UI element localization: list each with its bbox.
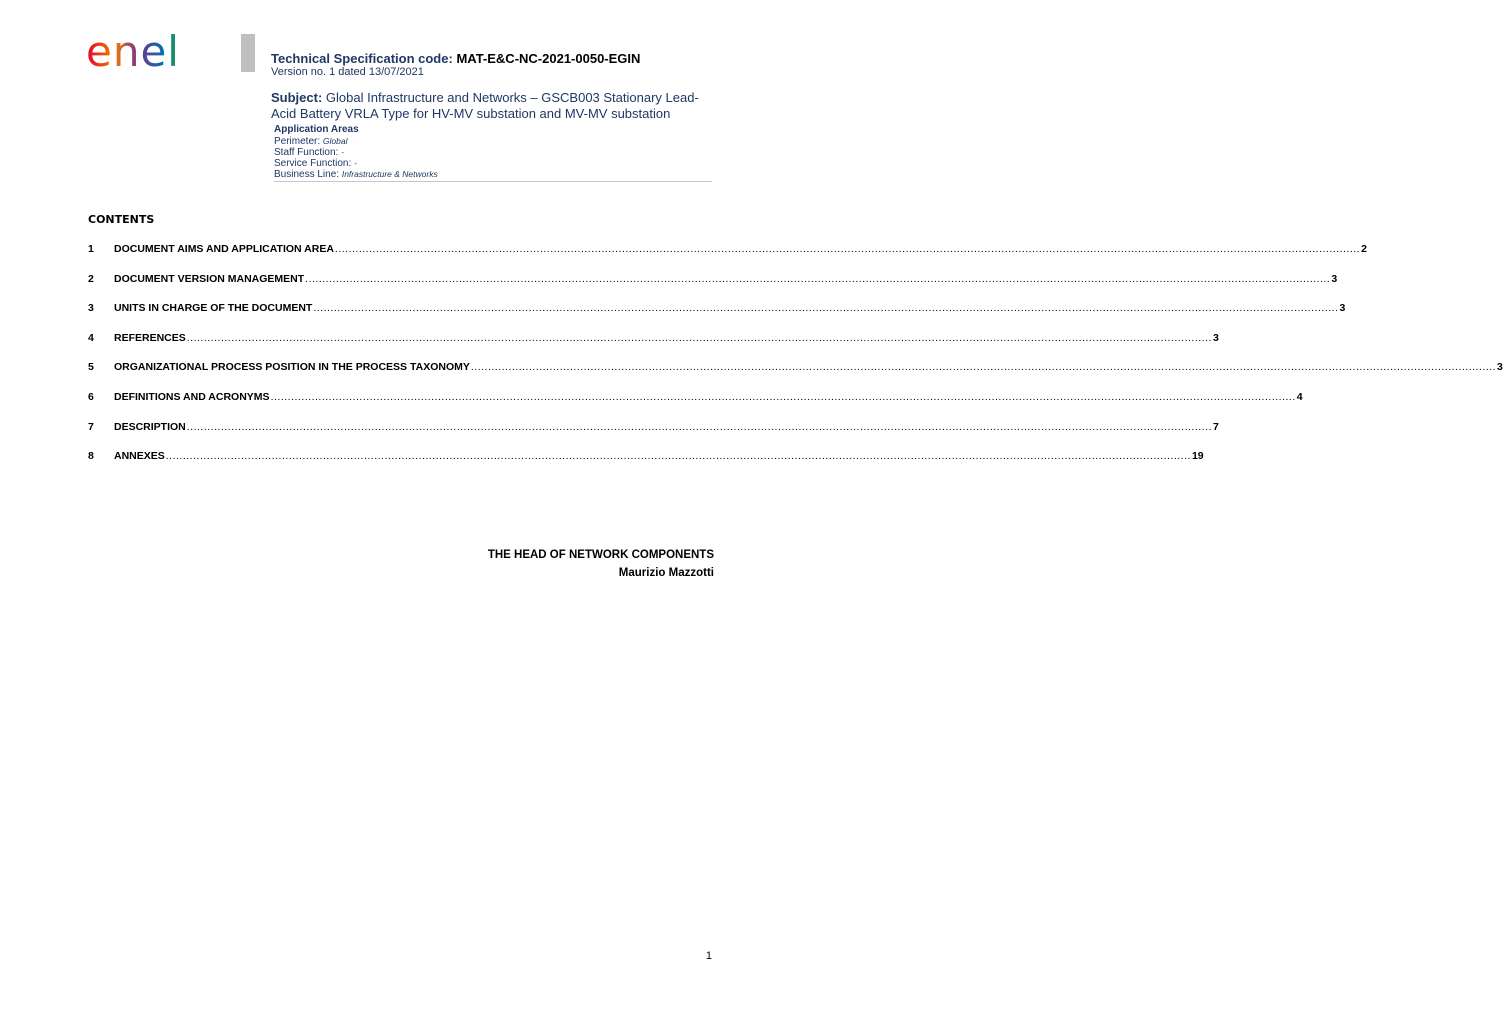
spec-code-line <box>271 51 640 66</box>
spec-code: MAT-E&C-NC-2021-0050-EGIN <box>456 51 641 66</box>
perimeter-row <box>274 136 712 147</box>
spec-label: Technical Specification code: <box>271 51 453 66</box>
toc-page: 3 <box>1497 361 1503 374</box>
toc-leader: ............................................................................................................................................................................................................................................................................................................ <box>305 272 1331 285</box>
toc-number: 3 <box>88 302 94 315</box>
toc-page: 3 <box>1212 331 1219 344</box>
toc-title: UNITS IN CHARGE OF THE DOCUMENT <box>114 302 313 315</box>
toc-leader: ............................................................................................................................................................................................................................................................................................................ <box>334 243 1361 255</box>
signature-block <box>488 546 714 582</box>
toc-entry[interactable] <box>88 302 1346 332</box>
toc-page: 7 <box>1212 420 1219 433</box>
toc-number: 7 <box>88 420 94 433</box>
toc-entry[interactable] <box>88 420 1219 451</box>
signatory-role: THE HEAD OF NETWORK COMPONENTS <box>487 549 714 561</box>
toc-leader: ............................................................................................................................................................................................................................................................................................................ <box>313 302 1339 315</box>
toc-page: 4 <box>1296 390 1303 403</box>
business-line-label: Business Line: <box>274 169 340 180</box>
svg-text:enel: enel <box>86 27 180 76</box>
application-areas <box>274 124 712 182</box>
page-number: 1 <box>705 950 712 962</box>
perimeter-label: Perimeter: <box>274 136 321 147</box>
subject-text: Global Infrastructure and Networks – GSCB003 Stationary Lead-Acid Battery VRLA Type for HV-MV substation and MV-MV substation <box>271 90 699 121</box>
toc-number: 6 <box>88 390 94 403</box>
header-divider-bar <box>241 34 255 72</box>
toc-leader: ............................................................................................................................................................................................................................................................................................................ <box>165 450 1191 463</box>
toc-number: 4 <box>88 331 94 344</box>
enel-logo <box>86 28 198 74</box>
toc-entry[interactable] <box>88 390 1303 421</box>
toc-number: 8 <box>88 450 94 463</box>
toc-page: 3 <box>1339 302 1346 315</box>
toc-entry[interactable] <box>88 243 1367 273</box>
version-text: Version no. 1 dated 13/07/2021 <box>271 66 424 78</box>
toc-entry[interactable] <box>88 450 1204 480</box>
business-line-row <box>274 169 712 180</box>
toc-leader: ............................................................................................................................................................................................................................................................................................................ <box>186 331 1212 344</box>
toc-title: DEFINITIONS AND ACRONYMS <box>114 390 270 403</box>
toc-page: 19 <box>1191 450 1204 463</box>
toc-entry[interactable] <box>88 361 1503 391</box>
contents-heading: CONTENTS <box>88 213 155 226</box>
toc-title: DOCUMENT VERSION MANAGEMENT <box>114 272 305 285</box>
signatory-name: Maurizio Mazzotti <box>618 567 714 579</box>
service-function-value: - <box>354 158 357 168</box>
application-areas-title: Application Areas <box>274 124 359 135</box>
toc-page: 3 <box>1331 272 1338 285</box>
toc-number: 2 <box>88 272 94 285</box>
toc-entry[interactable] <box>88 272 1338 303</box>
toc-title: DOCUMENT AIMS AND APPLICATION AREA <box>114 243 334 255</box>
business-line-value: Infrastructure & Networks <box>341 169 438 179</box>
staff-function-label: Staff Function: <box>274 147 339 158</box>
subject <box>271 90 721 122</box>
subject-label: Subject: <box>271 90 323 105</box>
perimeter-value: Global <box>322 136 348 146</box>
service-function-label: Service Function: <box>274 158 352 169</box>
toc-entry[interactable] <box>88 331 1219 362</box>
toc-leader: ............................................................................................................................................................................................................................................................................................................ <box>270 390 1296 403</box>
toc-title: ANNEXES <box>114 450 165 463</box>
toc-leader: ............................................................................................................................................................................................................................................................................................................ <box>186 420 1212 433</box>
toc-page: 2 <box>1361 243 1367 255</box>
toc-title: REFERENCES <box>114 331 186 344</box>
service-function-row <box>274 158 712 169</box>
toc-number: 5 <box>88 361 94 374</box>
toc-leader: ............................................................................................................................................................................................................................................................................................................ <box>470 361 1497 374</box>
toc-number: 1 <box>88 243 94 255</box>
table-of-contents <box>88 243 1503 480</box>
staff-function-value: - <box>341 147 344 157</box>
toc-title: DESCRIPTION <box>114 420 186 433</box>
staff-function-row <box>274 147 712 158</box>
toc-title: ORGANIZATIONAL PROCESS POSITION IN THE PROCESS TAXONOMY <box>114 361 470 374</box>
